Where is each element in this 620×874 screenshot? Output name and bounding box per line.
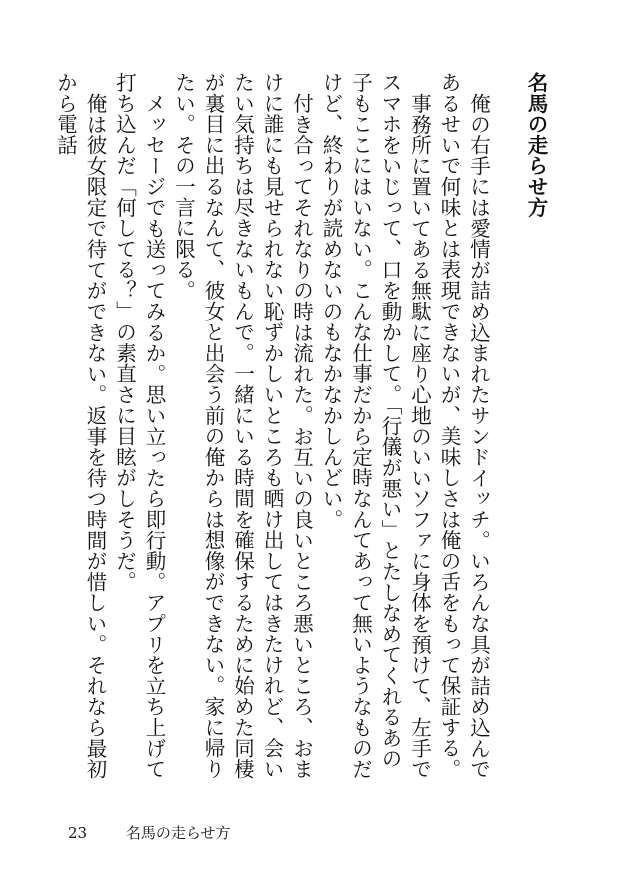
page-footer	[68, 822, 230, 843]
paragraph-5: 俺は彼女限定で待てができない。返事を待つ時間が惜しい。それなら最初から電話	[53, 72, 107, 779]
paragraph-4: メッセージでも送ってみるか。思い立ったら即行動。アプリを立ち上げて打ち込んだ「何してる？」の素直さに目眩がしそうだ。	[112, 72, 166, 779]
chapter-title: 名馬の走らせ方	[524, 72, 548, 218]
paragraph-2: 事務所に置いてある無駄に座り心地のいいソファに身体を預けて、左手でスマホをいじって、口を動かして。「行儀が悪い」とたしなめてくれるあの子もここにはいない。こんな仕事だから定時なんてあって無いようなものだけど、終わりが読めないのもなかなかしんどい。	[319, 72, 432, 780]
paragraph-1: 俺の右手には愛情が詰め込まれたサンドイッチ。いろんな具が詰め込んであるせいで何味とは表現できないが、美味しさは俺の舌をもって保証する。	[437, 72, 491, 780]
paragraph-3: 付き合ってそれなりの時は流れた。お互いの良いところ悪いところ、おまけに誰にも見せられない恥ずかしいところも晒け出してはきたけれど、会いたい気持ちは尽きないもんで。一緒にいる時間を確保するために始めた同棲が裏目に出るなんて、彼女と出会う前の俺からは想像ができない。家に帰りたい。その一言に限る。	[171, 72, 314, 780]
vertical-text-block	[53, 72, 550, 788]
running-title: 名馬の走らせ方	[125, 824, 231, 842]
page-number: 23	[68, 824, 88, 842]
